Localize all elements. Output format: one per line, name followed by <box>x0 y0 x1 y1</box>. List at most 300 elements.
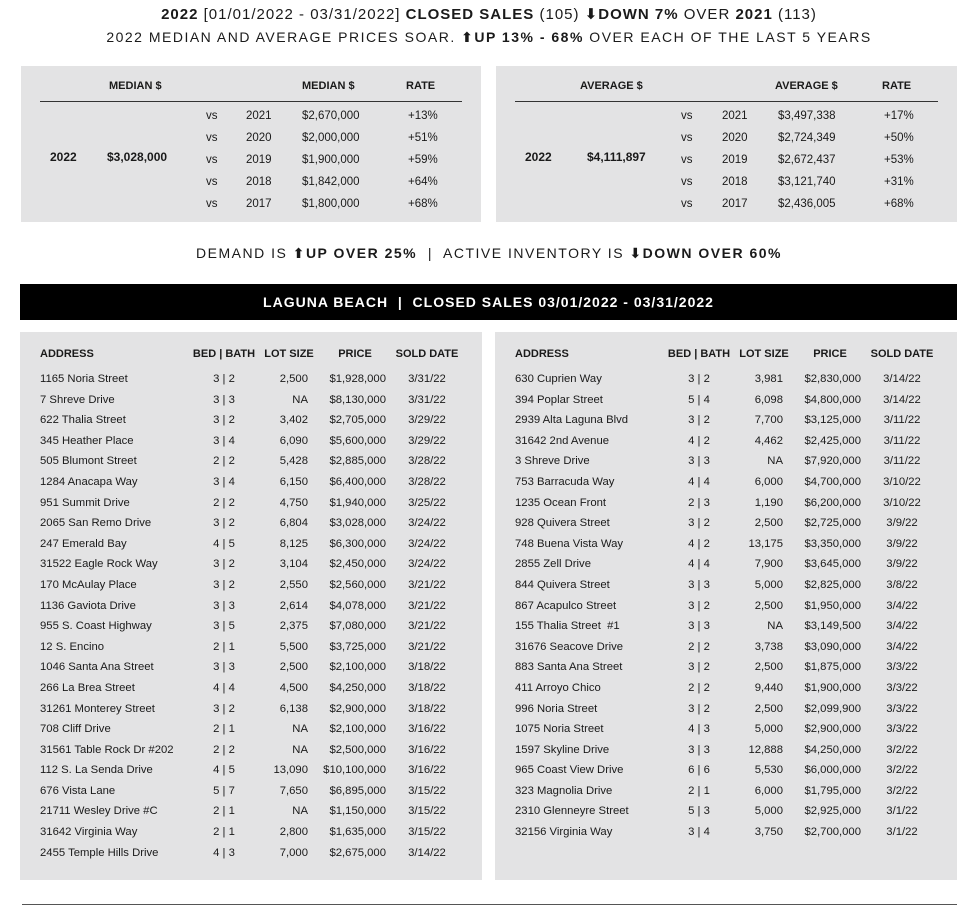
sale-price: $2,450,000 <box>329 558 386 571</box>
sale-price: $1,940,000 <box>329 496 386 509</box>
sale-price: $2,885,000 <box>329 455 386 468</box>
sale-address: 2939 Alta Laguna Blvd <box>515 414 629 427</box>
median-row-vs: vs <box>206 110 218 122</box>
table-row <box>20 618 482 639</box>
headline-prices-suffix: OVER EACH OF THE LAST 5 YEARS <box>583 29 872 45</box>
table-row <box>495 536 957 557</box>
table-row <box>495 392 957 413</box>
average-row-value: $3,497,338 <box>778 110 836 122</box>
sale-date: 3/4/22 <box>886 620 918 633</box>
table-row <box>495 701 957 722</box>
sale-address: 630 Cuprien Way <box>515 373 602 385</box>
sale-lot-size: 7,000 <box>279 846 308 859</box>
sale-address: 965 Coast View Drive <box>515 764 624 777</box>
average-row-year: 2021 <box>722 110 748 122</box>
sale-date: 3/15/22 <box>408 826 446 839</box>
sale-price: $4,250,000 <box>804 743 861 756</box>
sale-price: $3,125,000 <box>804 414 861 427</box>
sale-date: 3/10/22 <box>883 475 921 488</box>
table-row <box>20 536 482 557</box>
sale-bed-bath: 2 | 2 <box>688 640 710 653</box>
sale-date: 3/16/22 <box>408 723 446 736</box>
median-rows <box>40 102 462 216</box>
sale-price: $4,250,000 <box>329 681 386 694</box>
sale-lot-size: NA <box>767 620 783 633</box>
sale-price: $2,560,000 <box>329 578 386 591</box>
headline-count: (105) <box>534 6 585 23</box>
sale-address: 1136 Gaviota Drive <box>40 599 136 612</box>
col-lot-size: LOT SIZE <box>739 348 789 360</box>
sale-address: 323 Magnolia Drive <box>515 784 613 797</box>
sale-address: 2065 San Remo Drive <box>40 517 152 530</box>
sale-price: $2,100,000 <box>329 661 386 674</box>
up-arrow-icon: ⬆ <box>292 245 306 261</box>
sale-date: 3/24/22 <box>408 537 446 550</box>
average-row-value: $2,436,005 <box>778 198 836 210</box>
table-row <box>495 680 957 701</box>
sale-date: 3/21/22 <box>408 640 446 653</box>
sale-bed-bath: 4 | 3 <box>213 846 235 859</box>
sale-bed-bath: 2 | 3 <box>688 496 710 509</box>
sale-price: $8,130,000 <box>329 393 386 406</box>
table-row <box>495 495 957 516</box>
sale-bed-bath: 3 | 2 <box>213 578 235 591</box>
sale-bed-bath: 3 | 2 <box>213 702 235 715</box>
sale-address: 12 S. Encino <box>40 640 105 653</box>
median-row-value: $1,800,000 <box>302 198 360 210</box>
sale-address: 31676 Seacove Drive <box>515 640 624 653</box>
average-row-rate: +50% <box>884 132 914 144</box>
sale-address: 170 McAulay Place <box>40 578 137 591</box>
sale-bed-bath: 3 | 4 <box>213 475 235 488</box>
sale-lot-size: 4,500 <box>279 681 308 694</box>
col-bed-bath: BED | BATH <box>667 348 731 360</box>
median-row-value: $1,900,000 <box>302 154 360 166</box>
down-arrow-icon: ⬇ <box>584 6 599 23</box>
sale-price: $2,825,000 <box>804 578 861 591</box>
table-row <box>20 701 482 722</box>
sale-price: $3,149,500 <box>804 620 861 633</box>
sale-address: 21711 Wesley Drive #C <box>40 805 158 818</box>
headline-year: 2022 <box>161 6 199 23</box>
sale-date: 3/29/22 <box>408 434 446 447</box>
sale-lot-size: 3,738 <box>754 640 783 653</box>
sale-bed-bath: 2 | 2 <box>213 743 235 756</box>
sale-address: 844 Quivera Street <box>515 578 610 591</box>
sale-bed-bath: 3 | 2 <box>213 373 235 385</box>
average-row <box>515 194 938 216</box>
median-row <box>40 150 462 172</box>
sale-lot-size: 6,000 <box>754 475 783 488</box>
average-row-rate: +17% <box>884 110 914 122</box>
sale-address: 112 S. La Senda Drive <box>40 764 153 777</box>
median-current-value: $3,028,000 <box>107 150 168 164</box>
sale-date: 3/25/22 <box>408 496 446 509</box>
sale-date: 3/29/22 <box>408 414 446 427</box>
sale-date: 3/18/22 <box>408 661 446 674</box>
headline-prev-count: (113) <box>772 6 817 23</box>
sale-lot-size: 2,800 <box>279 826 308 839</box>
average-row-year: 2019 <box>722 154 748 166</box>
sale-address: 411 Arroyo Chico <box>515 681 601 694</box>
sale-lot-size: 3,981 <box>754 373 783 385</box>
sale-address: 31642 Virginia Way <box>40 826 138 839</box>
sale-bed-bath: 3 | 2 <box>688 702 710 715</box>
sale-address: 622 Thalia Street <box>40 414 126 427</box>
sale-lot-size: 2,550 <box>279 578 308 591</box>
sale-lot-size: NA <box>292 393 308 406</box>
sale-lot-size: 12,888 <box>748 743 783 756</box>
sale-price: $10,100,000 <box>323 764 386 777</box>
sale-address: 883 Santa Ana Street <box>515 661 623 674</box>
sale-date: 3/9/22 <box>886 517 918 530</box>
section-title-bar <box>20 284 957 320</box>
sale-lot-size: 2,500 <box>754 702 783 715</box>
average-col-label: AVERAGE $ <box>580 80 643 92</box>
sale-price: $6,000,000 <box>804 764 861 777</box>
table-row <box>495 371 957 392</box>
sale-date: 3/14/22 <box>883 373 921 385</box>
table-row <box>495 598 957 619</box>
table-row <box>20 721 482 742</box>
sale-bed-bath: 3 | 3 <box>688 455 710 468</box>
sale-lot-size: 3,750 <box>754 826 783 839</box>
sale-price: $6,200,000 <box>804 496 861 509</box>
sale-lot-size: 5,000 <box>754 805 783 818</box>
median-row-vs: vs <box>206 198 218 210</box>
table-row <box>20 392 482 413</box>
sale-address: 1075 Noria Street <box>515 723 604 736</box>
sale-price: $2,725,000 <box>804 517 861 530</box>
sale-address: 1284 Anacapa Way <box>40 475 138 488</box>
median-header-row <box>40 66 462 102</box>
sale-lot-size: 2,500 <box>279 661 308 674</box>
sale-address: 3 Shreve Drive <box>515 455 590 468</box>
sale-bed-bath: 3 | 2 <box>688 599 710 612</box>
average-row <box>515 150 938 172</box>
demand-separator: | <box>417 245 444 261</box>
sale-bed-bath: 3 | 2 <box>213 558 235 571</box>
sale-lot-size: 2,375 <box>279 620 308 633</box>
sale-address: 345 Heather Place <box>40 434 134 447</box>
sale-bed-bath: 3 | 2 <box>688 373 710 385</box>
average-row-value: $2,672,437 <box>778 154 836 166</box>
sale-date: 3/31/22 <box>408 393 446 406</box>
col-price: PRICE <box>338 348 372 360</box>
sale-address: 2310 Glenneyre Street <box>515 805 629 818</box>
average-row-rate: +31% <box>884 176 914 188</box>
sale-date: 3/11/22 <box>883 414 921 427</box>
sale-date: 3/21/22 <box>408 599 446 612</box>
sale-date: 3/16/22 <box>408 743 446 756</box>
table-row <box>20 598 482 619</box>
sale-address: 31261 Monterey Street <box>40 702 155 715</box>
sale-lot-size: 6,090 <box>279 434 308 447</box>
sale-lot-size: 7,650 <box>279 784 308 797</box>
average-row-vs: vs <box>681 198 693 210</box>
sale-address: 951 Summit Drive <box>40 496 130 509</box>
sale-address: 1046 Santa Ana Street <box>40 661 154 674</box>
headline-prev-year: 2021 <box>735 6 773 23</box>
sale-price: $7,080,000 <box>329 620 386 633</box>
median-col-value: MEDIAN $ <box>302 80 355 92</box>
sale-bed-bath: 3 | 4 <box>688 826 710 839</box>
sale-lot-size: 8,125 <box>279 537 308 550</box>
table-row <box>20 412 482 433</box>
sale-bed-bath: 2 | 1 <box>213 826 235 839</box>
sales-table-right <box>495 332 957 880</box>
sale-price: $6,300,000 <box>329 537 386 550</box>
table-row <box>495 474 957 495</box>
sale-address: 753 Barracuda Way <box>515 475 615 488</box>
sale-price: $2,100,000 <box>329 723 386 736</box>
sale-lot-size: 1,190 <box>754 496 783 509</box>
sale-bed-bath: 5 | 7 <box>213 784 235 797</box>
sale-price: $1,900,000 <box>804 681 861 694</box>
average-header-row <box>515 66 938 102</box>
sale-lot-size: 6,000 <box>754 784 783 797</box>
sale-bed-bath: 4 | 3 <box>688 723 710 736</box>
sale-address: 867 Acapulco Street <box>515 599 617 612</box>
table-row <box>495 515 957 536</box>
sale-date: 3/9/22 <box>886 537 918 550</box>
headline-closed-sales <box>0 5 978 23</box>
median-row-year: 2019 <box>246 154 272 166</box>
table-row <box>20 803 482 824</box>
sale-address: 955 S. Coast Highway <box>40 620 152 633</box>
sale-date: 3/31/22 <box>408 373 446 385</box>
sale-date: 3/16/22 <box>408 764 446 777</box>
median-col-label: MEDIAN $ <box>109 80 162 92</box>
sale-price: $3,725,000 <box>329 640 386 653</box>
table-row <box>20 556 482 577</box>
sale-lot-size: 5,500 <box>279 640 308 653</box>
col-address: ADDRESS <box>40 348 94 360</box>
median-row <box>40 172 462 194</box>
sale-address: 928 Quivera Street <box>515 517 610 530</box>
sale-date: 3/15/22 <box>408 805 446 818</box>
inventory-down-text: DOWN OVER 60% <box>642 245 782 261</box>
sale-price: $1,875,000 <box>804 661 861 674</box>
sale-price: $1,635,000 <box>329 826 386 839</box>
sale-bed-bath: 3 | 2 <box>688 661 710 674</box>
average-rows <box>515 102 938 216</box>
col-sold-date: SOLD DATE <box>870 348 934 360</box>
sale-bed-bath: 4 | 4 <box>688 558 710 571</box>
table-row <box>20 515 482 536</box>
sale-lot-size: 2,500 <box>754 599 783 612</box>
median-panel <box>21 66 481 222</box>
median-row-vs: vs <box>206 176 218 188</box>
headline-prices <box>0 29 978 46</box>
sale-price: $2,830,000 <box>804 373 861 385</box>
average-row-rate: +53% <box>884 154 914 166</box>
sale-date: 3/24/22 <box>408 558 446 571</box>
sale-address: 996 Noria Street <box>515 702 598 715</box>
sale-price: $1,950,000 <box>804 599 861 612</box>
median-row-year: 2018 <box>246 176 272 188</box>
sale-bed-bath: 2 | 1 <box>688 784 710 797</box>
sales-header-row <box>495 332 957 368</box>
sales-right-body <box>495 368 957 845</box>
sale-address: 32156 Virginia Way <box>515 826 613 839</box>
col-address: ADDRESS <box>515 348 569 360</box>
sale-lot-size: 2,614 <box>279 599 308 612</box>
sale-date: 3/2/22 <box>886 784 918 797</box>
sale-price: $6,895,000 <box>329 784 386 797</box>
col-bed-bath: BED | BATH <box>192 348 256 360</box>
sale-bed-bath: 4 | 2 <box>688 537 710 550</box>
average-row-vs: vs <box>681 132 693 144</box>
sale-lot-size: 2,500 <box>754 517 783 530</box>
sale-date: 3/10/22 <box>883 496 921 509</box>
sale-lot-size: NA <box>767 455 783 468</box>
sale-bed-bath: 6 | 6 <box>688 764 710 777</box>
median-row-year: 2020 <box>246 132 272 144</box>
sale-address: 748 Buena Vista Way <box>515 537 624 550</box>
col-lot-size: LOT SIZE <box>264 348 314 360</box>
sale-lot-size: 7,900 <box>754 558 783 571</box>
sale-date: 3/2/22 <box>886 764 918 777</box>
sale-bed-bath: 3 | 2 <box>213 517 235 530</box>
demand-banner <box>0 245 978 262</box>
sale-lot-size: 5,000 <box>754 723 783 736</box>
sale-lot-size: 2,500 <box>279 373 308 385</box>
sale-price: $2,099,900 <box>804 702 861 715</box>
average-row-value: $2,724,349 <box>778 132 836 144</box>
sale-date: 3/28/22 <box>408 475 446 488</box>
sale-address: 394 Poplar Street <box>515 393 603 406</box>
table-row <box>20 577 482 598</box>
median-col-rate: RATE <box>406 80 436 92</box>
sale-price: $2,705,000 <box>329 414 386 427</box>
median-row <box>40 128 462 150</box>
average-row-value: $3,121,740 <box>778 176 836 188</box>
sale-address: 1597 Skyline Drive <box>515 743 610 756</box>
sale-price: $1,150,000 <box>329 805 386 818</box>
table-row <box>20 680 482 701</box>
sale-lot-size: 13,090 <box>273 764 308 777</box>
sale-address: 31522 Eagle Rock Way <box>40 558 158 571</box>
sale-bed-bath: 2 | 1 <box>213 640 235 653</box>
sale-lot-size: 5,428 <box>279 455 308 468</box>
table-row <box>20 474 482 495</box>
sale-lot-size: 13,175 <box>748 537 783 550</box>
average-current-value: $4,111,897 <box>587 150 646 164</box>
sale-bed-bath: 2 | 1 <box>213 723 235 736</box>
average-panel <box>496 66 957 222</box>
sale-address: 7 Shreve Drive <box>40 393 115 406</box>
sale-address: 31561 Table Rock Dr #202 <box>40 743 174 756</box>
sale-address: 1235 Ocean Front <box>515 496 607 509</box>
sale-price: $4,078,000 <box>329 599 386 612</box>
table-row <box>495 803 957 824</box>
sale-date: 3/4/22 <box>886 599 918 612</box>
sale-price: $1,928,000 <box>329 373 386 385</box>
sale-date: 3/3/22 <box>886 723 918 736</box>
sale-date: 3/1/22 <box>886 826 918 839</box>
sale-address: 2455 Temple Hills Drive <box>40 846 159 859</box>
table-row <box>20 824 482 845</box>
headline-closed-label: CLOSED SALES <box>405 6 535 23</box>
sale-bed-bath: 4 | 4 <box>213 681 235 694</box>
table-row <box>495 577 957 598</box>
table-row <box>495 433 957 454</box>
table-row <box>495 412 957 433</box>
table-row <box>20 742 482 763</box>
sale-address: 31642 2nd Avenue <box>515 434 610 447</box>
sale-address: 676 Vista Lane <box>40 784 116 797</box>
sale-date: 3/18/22 <box>408 702 446 715</box>
headline-over: OVER <box>678 6 736 23</box>
median-row-value: $1,842,000 <box>302 176 360 188</box>
sale-lot-size: 9,440 <box>754 681 783 694</box>
table-row <box>20 762 482 783</box>
sale-address: 505 Blumont Street <box>40 455 137 468</box>
sale-bed-bath: 3 | 3 <box>688 578 710 591</box>
sale-bed-bath: 2 | 1 <box>213 805 235 818</box>
average-row <box>515 172 938 194</box>
demand-up-text: UP OVER 25% <box>305 245 418 261</box>
average-row-year: 2017 <box>722 198 748 210</box>
table-row <box>20 495 482 516</box>
sale-address: 266 La Brea Street <box>40 681 135 694</box>
sale-lot-size: 2,500 <box>754 661 783 674</box>
sale-date: 3/8/22 <box>886 578 918 591</box>
median-row-rate: +13% <box>408 110 438 122</box>
sale-address: 155 Thalia Street #1 <box>515 620 620 633</box>
median-row-year: 2021 <box>246 110 272 122</box>
table-row <box>495 824 957 845</box>
median-row <box>40 106 462 128</box>
sale-date: 3/24/22 <box>408 517 446 530</box>
inventory-prefix: ACTIVE INVENTORY IS <box>443 245 630 261</box>
sale-date: 3/9/22 <box>886 558 918 571</box>
average-row-vs: vs <box>681 110 693 122</box>
sale-bed-bath: 5 | 4 <box>688 393 710 406</box>
median-row-year: 2017 <box>246 198 272 210</box>
average-row-vs: vs <box>681 176 693 188</box>
table-row <box>20 371 482 392</box>
sale-date: 3/28/22 <box>408 455 446 468</box>
table-row <box>20 783 482 804</box>
sale-price: $2,675,000 <box>329 846 386 859</box>
sale-date: 3/3/22 <box>886 661 918 674</box>
sale-price: $2,900,000 <box>804 723 861 736</box>
median-row-value: $2,670,000 <box>302 110 360 122</box>
sale-price: $2,425,000 <box>804 434 861 447</box>
median-row-vs: vs <box>206 132 218 144</box>
sale-price: $3,350,000 <box>804 537 861 550</box>
average-row <box>515 128 938 150</box>
sale-address: 1165 Noria Street <box>40 373 128 385</box>
sale-price: $4,800,000 <box>804 393 861 406</box>
headline-range: [01/01/2022 - 03/31/2022] <box>198 6 406 23</box>
sale-price: $2,500,000 <box>329 743 386 756</box>
sale-bed-bath: 2 | 2 <box>213 455 235 468</box>
sale-bed-bath: 3 | 4 <box>213 434 235 447</box>
sale-date: 3/14/22 <box>883 393 921 406</box>
median-row-vs: vs <box>206 154 218 166</box>
sale-bed-bath: 3 | 2 <box>688 517 710 530</box>
up-arrow-icon: ⬆ <box>461 29 475 45</box>
table-row <box>495 783 957 804</box>
sale-lot-size: 4,750 <box>279 496 308 509</box>
sale-lot-size: 3,104 <box>279 558 308 571</box>
table-row <box>495 639 957 660</box>
sale-date: 3/3/22 <box>886 681 918 694</box>
sale-bed-bath: 2 | 2 <box>688 681 710 694</box>
